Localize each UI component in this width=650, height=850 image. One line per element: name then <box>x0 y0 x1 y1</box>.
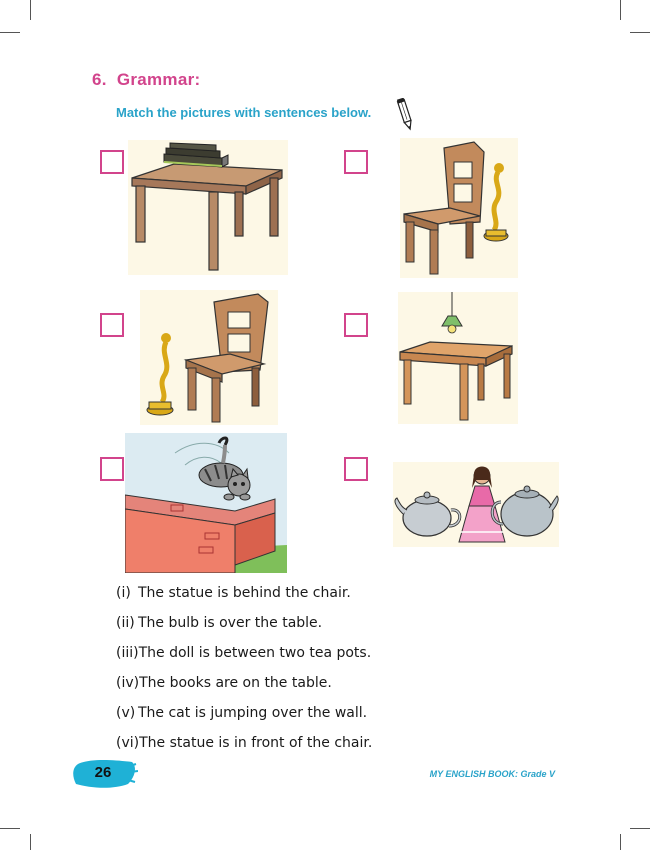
crop-mark <box>620 834 621 850</box>
answer-checkbox-5[interactable] <box>100 457 124 481</box>
crop-mark <box>630 32 650 33</box>
sentence-number: (iii) <box>116 645 139 661</box>
bulb-over-table-picture <box>398 292 518 424</box>
sentence-item <box>116 703 372 733</box>
sentence-number: (i) <box>116 585 131 601</box>
instruction-text: Match the pictures with sentences below. <box>116 105 372 120</box>
crop-mark <box>0 32 20 33</box>
page-number: 26 <box>94 764 112 781</box>
pencil-icon <box>396 98 414 132</box>
answer-checkbox-6[interactable] <box>344 457 368 481</box>
statue-in-front-of-chair-picture <box>140 290 278 425</box>
crop-mark <box>0 828 20 829</box>
sentence-number: (vi) <box>116 735 140 751</box>
crop-mark <box>30 834 31 850</box>
sentence-list <box>116 583 372 763</box>
sentence-number: (v) <box>116 705 136 721</box>
sentence-item <box>116 613 372 643</box>
sentence-number: (iv) <box>116 675 140 691</box>
crop-mark <box>620 0 621 20</box>
sentence-text: The cat is jumping over the wall. <box>138 705 368 721</box>
sentence-text: The statue is in front of the chair. <box>139 735 373 751</box>
section-number: 6. <box>92 70 107 89</box>
cat-jumping-over-wall-picture <box>125 433 287 573</box>
doll-between-teapots-picture <box>393 462 559 547</box>
crop-mark <box>30 0 31 20</box>
sentence-item <box>116 643 372 673</box>
section-title: Grammar: <box>116 70 201 89</box>
section-heading <box>92 70 200 90</box>
crop-mark <box>630 828 650 829</box>
book-title: MY ENGLISH BOOK: Grade V <box>429 769 555 779</box>
books-on-table-picture <box>128 140 288 275</box>
sentence-text: The doll is between two tea pots. <box>138 645 372 661</box>
sentence-item <box>116 583 372 613</box>
sentence-text: The bulb is over the table. <box>138 615 323 631</box>
sentence-text: The statue is behind the chair. <box>138 585 351 601</box>
sentence-text: The books are on the table. <box>139 675 332 691</box>
answer-checkbox-4[interactable] <box>344 313 368 337</box>
sentence-item <box>116 673 372 703</box>
answer-checkbox-1[interactable] <box>100 150 124 174</box>
answer-checkbox-3[interactable] <box>100 313 124 337</box>
statue-behind-chair-picture <box>400 138 518 278</box>
sentence-item <box>116 733 372 763</box>
sentence-number: (ii) <box>116 615 135 631</box>
answer-checkbox-2[interactable] <box>344 150 368 174</box>
